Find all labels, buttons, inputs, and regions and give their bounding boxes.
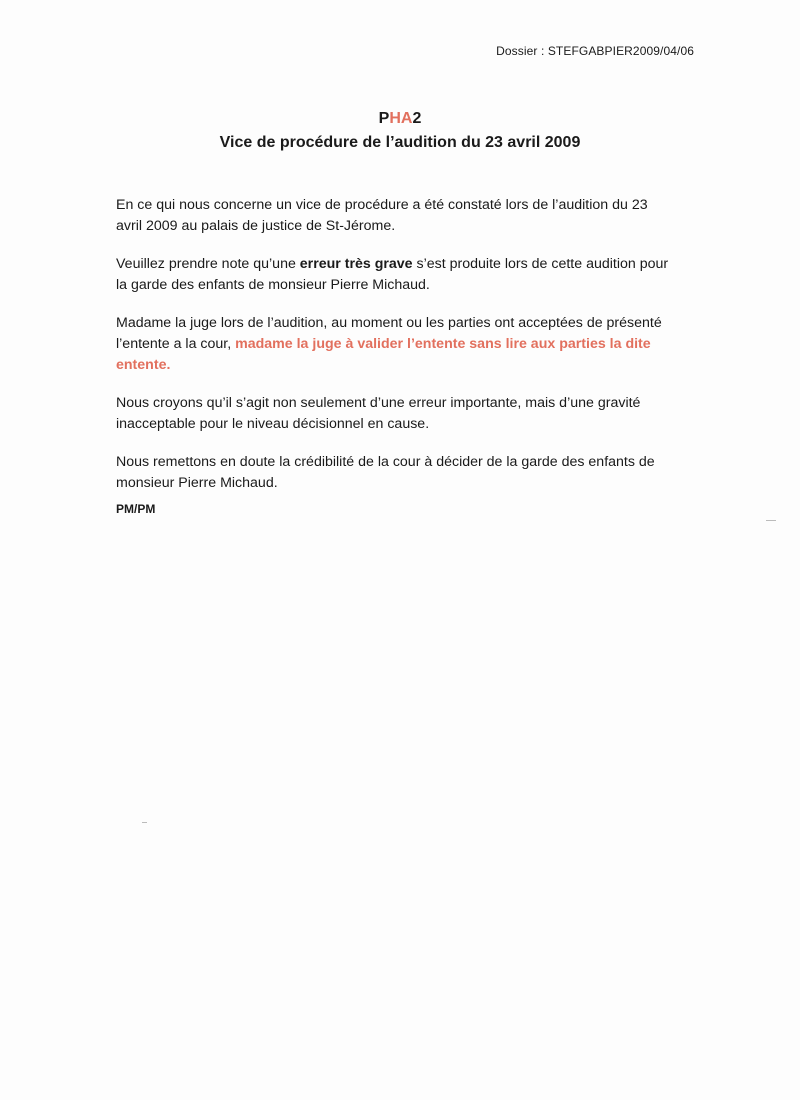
paragraph-3 — [116, 313, 676, 376]
document-body — [116, 195, 676, 511]
scan-speck — [142, 822, 147, 823]
paragraph-3-text: Madame la juge lors de l’audition, au moment ou les parties ont acceptées de présenté l’entente a la cour, — [116, 315, 662, 352]
document-heading — [0, 108, 800, 154]
paragraph-3-highlight: madame la juge à valider l’entente sans lire aux parties la dite entente. — [116, 336, 651, 373]
paragraph-2-text-b: s’est produite lors de cette audition pour la garde des enfants de monsieur Pierre Michaud. — [116, 256, 669, 293]
paragraph-5: Nous remettons en doute la crédibilité de la cour à décider de la garde des enfants de monsieur Pierre Michaud. — [116, 454, 655, 491]
signature-initials: PM/PM — [116, 502, 156, 516]
paragraph-1: En ce qui nous concerne un vice de procédure a été constaté lors de l’audition du 23 avril 2009 au palais de justice de St-Jérome. — [116, 197, 648, 234]
paragraph-4: Nous croyons qu’il s’agit non seulement d’une erreur importante, mais d’une gravité inacceptable pour le niveau décisionnel en cause. — [116, 395, 641, 432]
dossier-reference: Dossier : STEFGABPIER2009/04/06 — [496, 44, 694, 58]
document-code-prefix: P — [378, 110, 390, 127]
paragraph-2-bold: erreur très grave — [299, 256, 413, 272]
document-code-accent: HA — [389, 110, 413, 127]
document-code-suffix: 2 — [412, 110, 422, 127]
scan-speck — [766, 520, 776, 521]
paragraph-2-text-a: Veuillez prendre note qu’une — [116, 256, 300, 272]
document-code — [0, 108, 800, 130]
paragraph-2 — [116, 254, 676, 296]
document-title: Vice de procédure de l’audition du 23 avril 2009 — [219, 134, 581, 151]
